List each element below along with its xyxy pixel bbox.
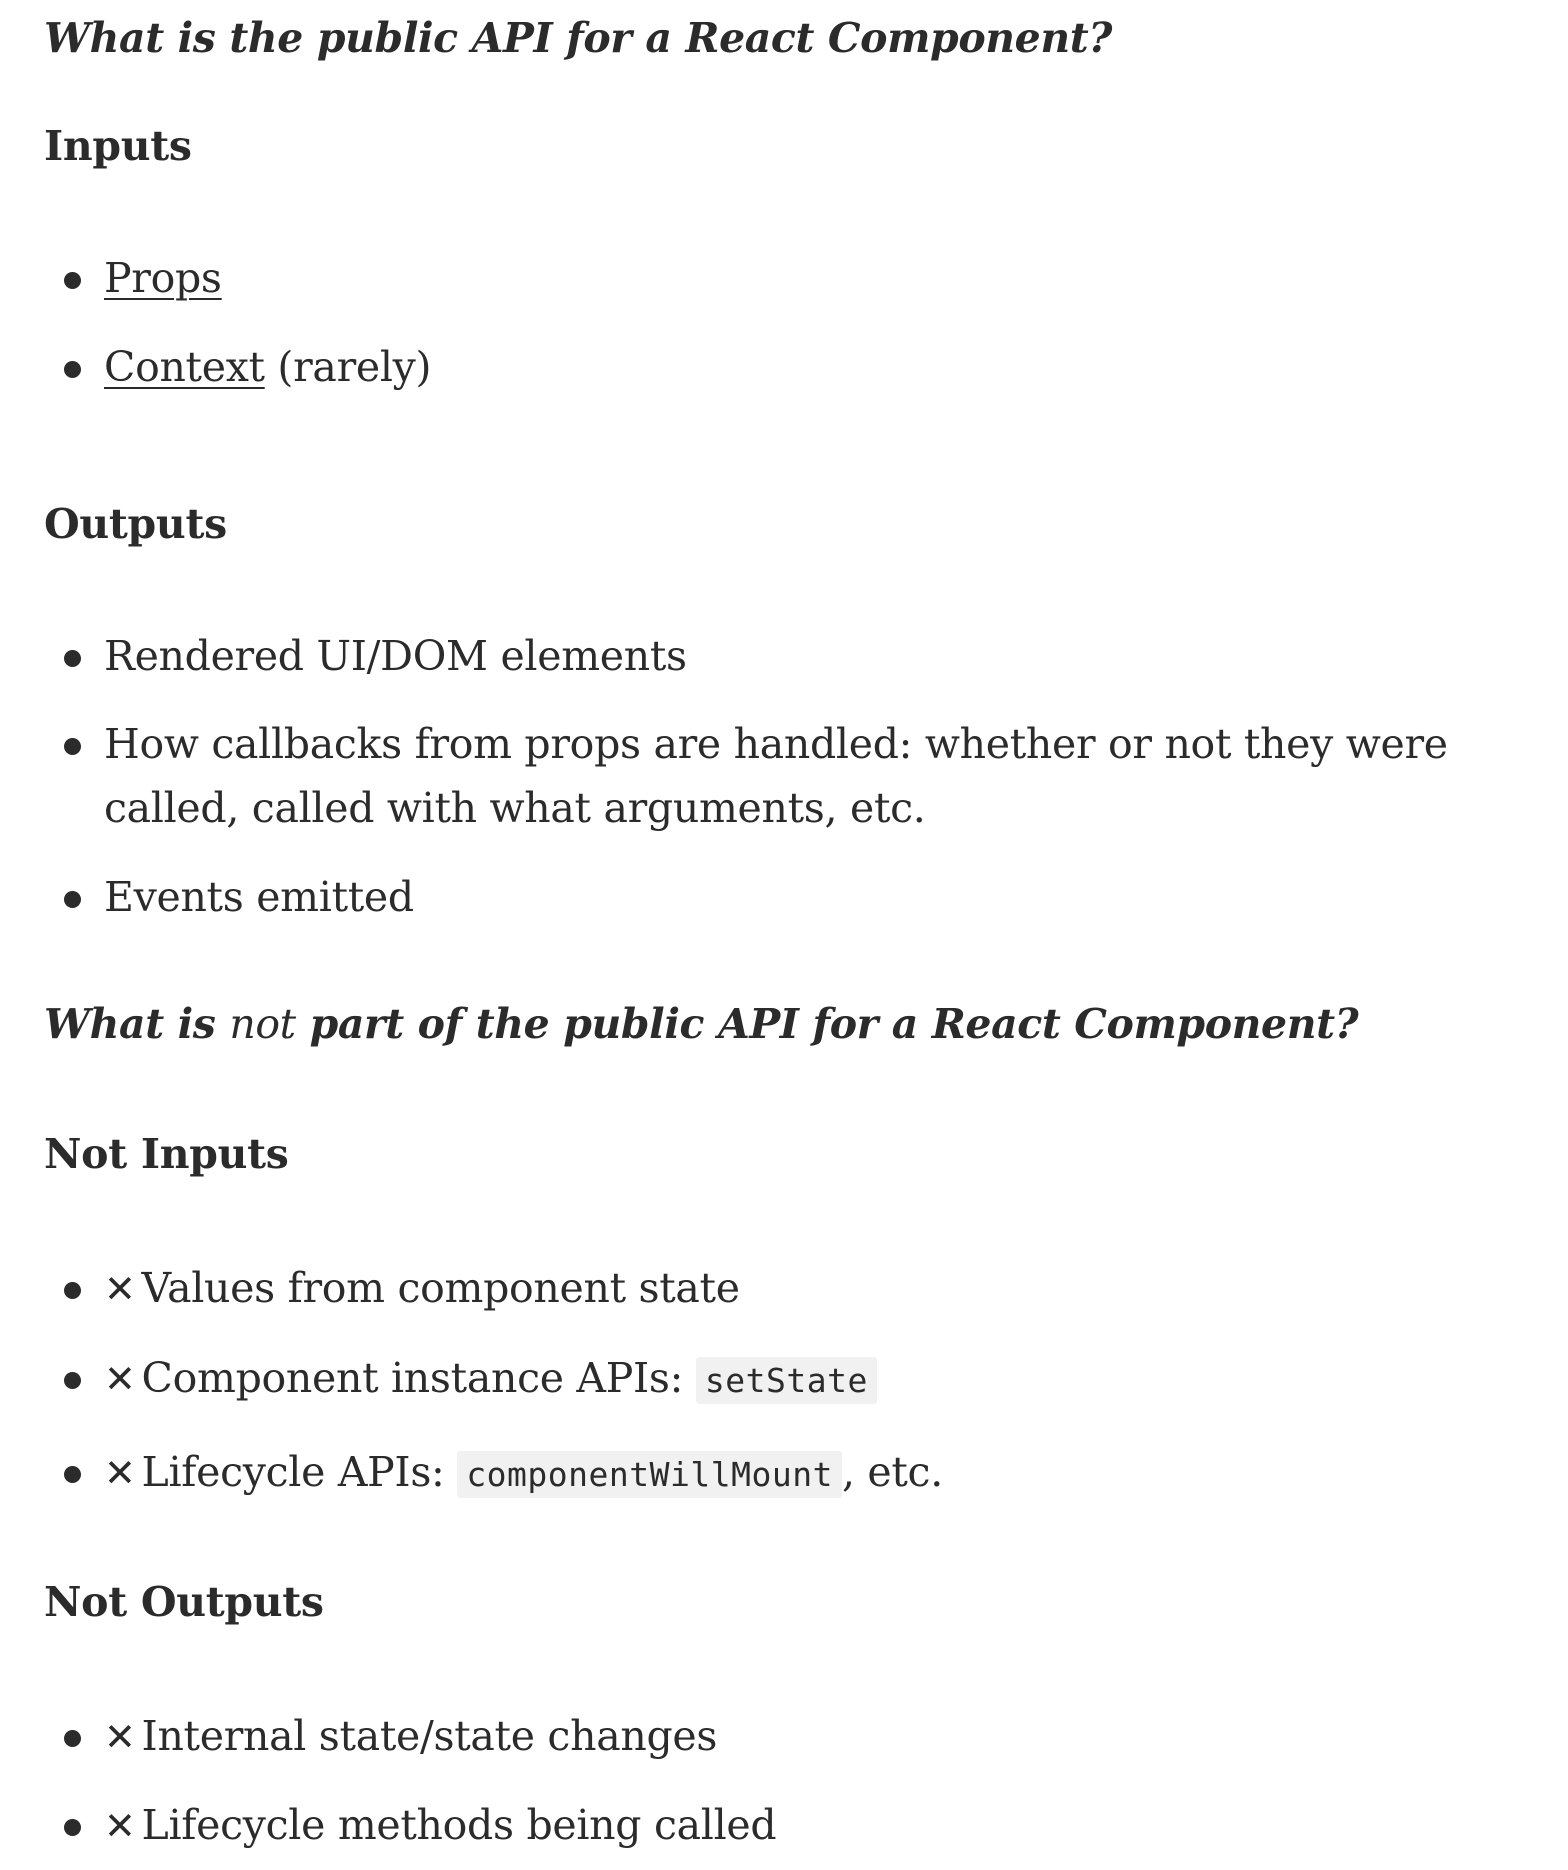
list-item: Rendered UI/DOM elements: [104, 624, 1484, 688]
question-suffix: part of the public API for a React Component?: [295, 1000, 1359, 1048]
list-item: [104, 1256, 1484, 1321]
list-item-after: , etc.: [841, 1448, 943, 1496]
not-outputs-heading: Not Outputs: [44, 1578, 324, 1626]
cross-icon: ✕: [104, 1804, 136, 1848]
list-item-text: Lifecycle methods being called: [141, 1801, 777, 1849]
list-item-text: Values from component state: [141, 1264, 740, 1312]
cross-icon: ✕: [104, 1451, 136, 1495]
props-link[interactable]: Props: [104, 254, 222, 302]
list-item-text: Component instance APIs:: [141, 1354, 696, 1402]
cross-icon: ✕: [104, 1715, 136, 1759]
cross-icon: ✕: [104, 1357, 136, 1401]
componentwillmount-code: componentWillMount: [457, 1451, 842, 1498]
outputs-heading: Outputs: [44, 500, 227, 548]
list-item: [104, 1704, 1484, 1769]
inputs-heading: Inputs: [44, 122, 192, 170]
list-item: Events emitted: [104, 865, 1484, 929]
list-item: How callbacks from props are handled: whether or not they were called, called with what arguments, etc.: [104, 712, 1484, 840]
public-api-question: What is the public API for a React Component?: [44, 14, 1112, 62]
list-item-text: Lifecycle APIs:: [141, 1448, 458, 1496]
list-item: [104, 246, 1484, 310]
cross-icon: ✕: [104, 1267, 136, 1311]
list-item: [104, 1346, 1484, 1413]
list-item: [104, 1440, 1484, 1507]
setstate-code: setState: [696, 1357, 877, 1404]
context-link[interactable]: Context: [104, 343, 265, 391]
question-not-word: not: [229, 1000, 296, 1048]
question-prefix: What is: [44, 1000, 230, 1048]
not-inputs-heading: Not Inputs: [44, 1130, 289, 1178]
not-public-api-question: [44, 1000, 1358, 1048]
list-item-text: Internal state/state changes: [141, 1712, 718, 1760]
list-item: [104, 1793, 1484, 1858]
list-item: [104, 335, 1484, 399]
list-item-suffix: (rarely): [264, 343, 432, 391]
